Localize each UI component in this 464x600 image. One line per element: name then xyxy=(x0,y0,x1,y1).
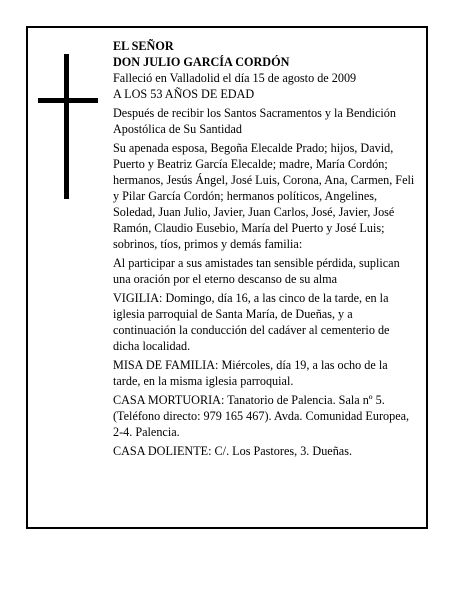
death-details: Falleció en Valladolid el día 15 de agosto de 2009 xyxy=(113,71,357,85)
deceased-name: DON JULIO GARCÍA CORDÓN xyxy=(113,55,290,69)
cross-icon xyxy=(38,54,98,199)
sacraments-text: Después de recibir los Santos Sacramentos y la Bendición Apostólica de Su Santidad xyxy=(113,106,396,136)
mourning-house-details: CASA DOLIENTE: C/. Los Pastores, 3. Dueñas. xyxy=(113,444,352,458)
prayer-request: Al participar a sus amistades tan sensible pérdida, suplican una oración por el eterno descanso de su alma xyxy=(113,256,400,286)
vigil-details: VIGILIA: Domingo, día 16, a las cinco de la tarde, en la iglesia parroquial de Santa María, de Dueñas, y a continuación la conducción del cadáver al cementerio de dicha localidad. xyxy=(113,291,390,353)
age-line: A LOS 53 AÑOS DE EDAD xyxy=(113,87,255,101)
funeral-home-details: CASA MORTUORIA: Tanatorio de Palencia. Sala nº 5. (Teléfono directo: 979 165 467). Avda. Comunidad Europea, 2-4. Palencia. xyxy=(113,393,410,439)
family-mass-details: MISA DE FAMILIA: Miércoles, día 19, a las ocho de la tarde, en la misma iglesia parroquial. xyxy=(113,358,388,388)
cross-vertical-bar xyxy=(64,54,69,199)
cross-horizontal-bar xyxy=(38,98,98,103)
notice-title: EL SEÑOR xyxy=(113,39,174,53)
family-list: Su apenada esposa, Begoña Elecalde Prado; hijos, David, Puerto y Beatriz García Elecalde; madre, María Cordón; hermanos, Jesús Ángel, José Luis, Corona, Ana, Carmen, Feli y Pilar García Cordón; hermanos políticos, Angelines, Soledad, Juan Julio, Javier, Juan Carlos, José, Javier, José Ramón, Claudio Eusebio, María del Puerto y José Luis; sobrinos, tíos, primos y demás familia: xyxy=(113,141,415,251)
obituary-notice xyxy=(26,26,428,529)
notice-text xyxy=(113,38,418,459)
